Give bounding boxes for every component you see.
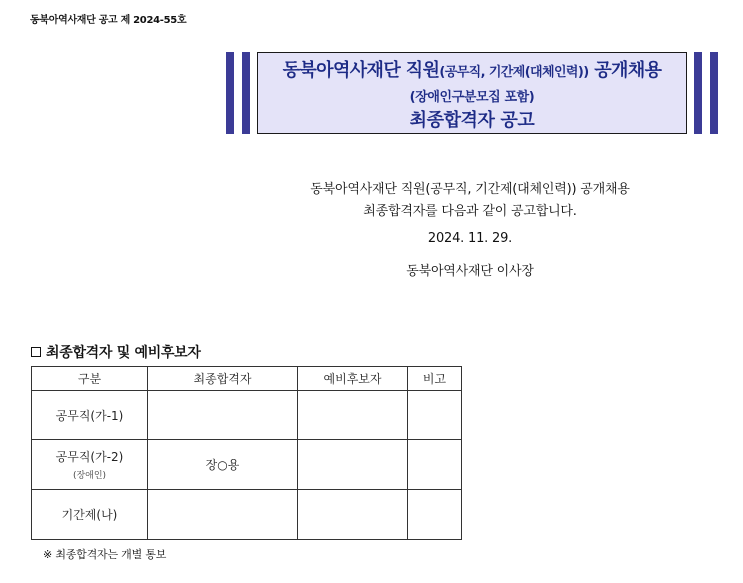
row-category <box>32 490 148 540</box>
title-main: 동북아역사재단 직원 <box>282 60 440 81</box>
row-remarks <box>408 490 462 540</box>
section-heading <box>31 342 201 362</box>
header-category: 구분 <box>32 367 148 391</box>
decorative-band-right-inner <box>694 52 702 134</box>
row-remarks <box>408 440 462 490</box>
body-line-2: 최종합격자를 다음과 같이 공고합니다. <box>363 204 577 219</box>
header-finalist: 최종합격자 <box>148 367 298 391</box>
category-label: 기간제(나) <box>61 508 118 522</box>
results-table <box>31 366 462 540</box>
row-finalist <box>148 391 298 440</box>
category-label: 공무직(가-2) <box>55 450 124 464</box>
row-finalist <box>148 490 298 540</box>
title-paren: (공무직, 기간제(대체인력)) <box>439 65 589 80</box>
row-category <box>32 440 148 490</box>
announcement-date: 2024. 11. 29. <box>427 231 513 246</box>
table-row <box>32 440 462 490</box>
footnote: ※ 최종합격자는 개별 통보 <box>43 548 167 561</box>
category-label: 공무직(가-1) <box>55 408 124 423</box>
table-row <box>32 490 462 540</box>
table-row <box>32 391 462 440</box>
table-header-row <box>32 367 462 391</box>
row-remarks <box>408 391 462 440</box>
row-category <box>32 391 148 440</box>
decorative-band-right-outer <box>710 52 718 134</box>
section-heading-text: 최종합격자 및 예비후보자 <box>46 345 201 361</box>
signer: 동북아역사재단 이사장 <box>406 264 534 279</box>
notice-number: 동북아역사재단 공고 제 2024-55호 <box>30 15 187 26</box>
checkbox-icon <box>31 347 41 357</box>
category-sublabel: (장애인) <box>72 471 107 481</box>
title-tail: 공개채용 <box>588 60 662 81</box>
row-finalist: 장○용 <box>148 440 298 490</box>
title-line-2: (장애인구분모집 포함) <box>409 90 535 105</box>
title-box <box>257 52 687 134</box>
row-reserve <box>298 490 408 540</box>
body-line-1: 동북아역사재단 직원(공무직, 기간제(대체인력)) 공개채용 <box>310 182 630 197</box>
decorative-band-left-outer <box>226 52 234 134</box>
header-reserve: 예비후보자 <box>298 367 408 391</box>
decorative-band-left-inner <box>242 52 250 134</box>
header-remarks: 비고 <box>408 367 462 391</box>
title-line-1 <box>258 56 686 82</box>
row-reserve <box>298 440 408 490</box>
row-reserve <box>298 391 408 440</box>
title-line-3: 최종합격자 공고 <box>409 110 535 131</box>
